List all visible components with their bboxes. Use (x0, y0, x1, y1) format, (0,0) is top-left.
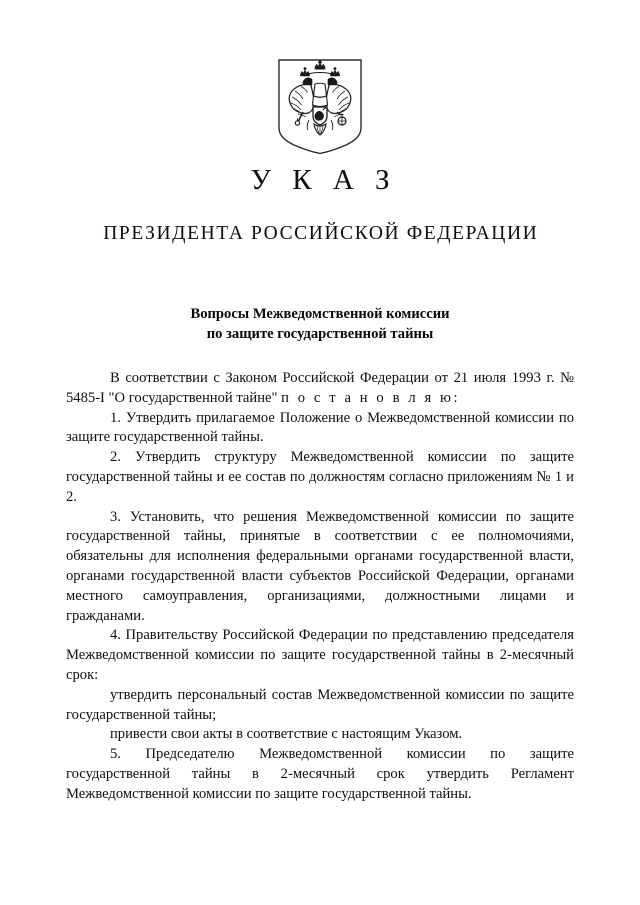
paragraph-item-4-sub-2: привести свои акты в соответствие с настоящим Указом. (110, 726, 463, 743)
paragraph-item-1: 1. Утвердить прилагаемое Положение о Межведомственной комиссии по защите государственной тайны. (66, 409, 574, 446)
document-title: У К А З (250, 164, 397, 196)
title-block (0, 163, 640, 247)
preamble-spaced-verb: п о с т а н о в л я ю: (281, 389, 461, 406)
paragraph-item-3: 3. Установить, что решения Межведомственной комиссии по защите государственной тайны, принятые в соответствии с ее полномочиями, обязательны для исполнения федеральными органами государственной власти, органами государственной власти субъектов Российской Федерации, органами местного самоуправления, организациями, должностными лицами и гражданами. (66, 508, 574, 624)
coat-of-arms-emblem (0, 58, 640, 154)
paragraph-item-4: 4. Правительству Российской Федерации по представлению председателя Межведомственной комиссии по защите государственной тайны в 2-месячный срок: (66, 627, 574, 683)
document-subtitle: ПРЕЗИДЕНТА РОССИЙСКОЙ ФЕДЕРАЦИИ (103, 223, 539, 244)
document-heading (0, 305, 640, 344)
paragraph-preamble (66, 369, 574, 409)
paragraph-item-5: 5. Председателю Межведомственной комиссии по защите государственной тайны в 2-месячный срок утвердить Регламент Межведомственной комиссии по защите государственной тайны. (66, 746, 574, 802)
paragraph-item-4-sub-1: утвердить персональный состав Межведомственной комиссии по защите государственной тайны; (66, 686, 574, 723)
document-body (66, 369, 574, 805)
document-heading-line-1: Вопросы Межведомственной комиссии (190, 306, 450, 322)
preamble-text: В соответствии с Законом Российской Федерации от 21 июля 1993 г. № 5485-I "О государственной тайне" (66, 370, 574, 406)
russian-coat-of-arms-icon (276, 58, 364, 154)
document-heading-line-2: по защите государственной тайны (206, 325, 434, 342)
paragraph-item-2: 2. Утвердить структуру Межведомственной комиссии по защите государственной тайны и ее состав по должностям согласно приложениям № 1 и 2. (66, 449, 574, 505)
